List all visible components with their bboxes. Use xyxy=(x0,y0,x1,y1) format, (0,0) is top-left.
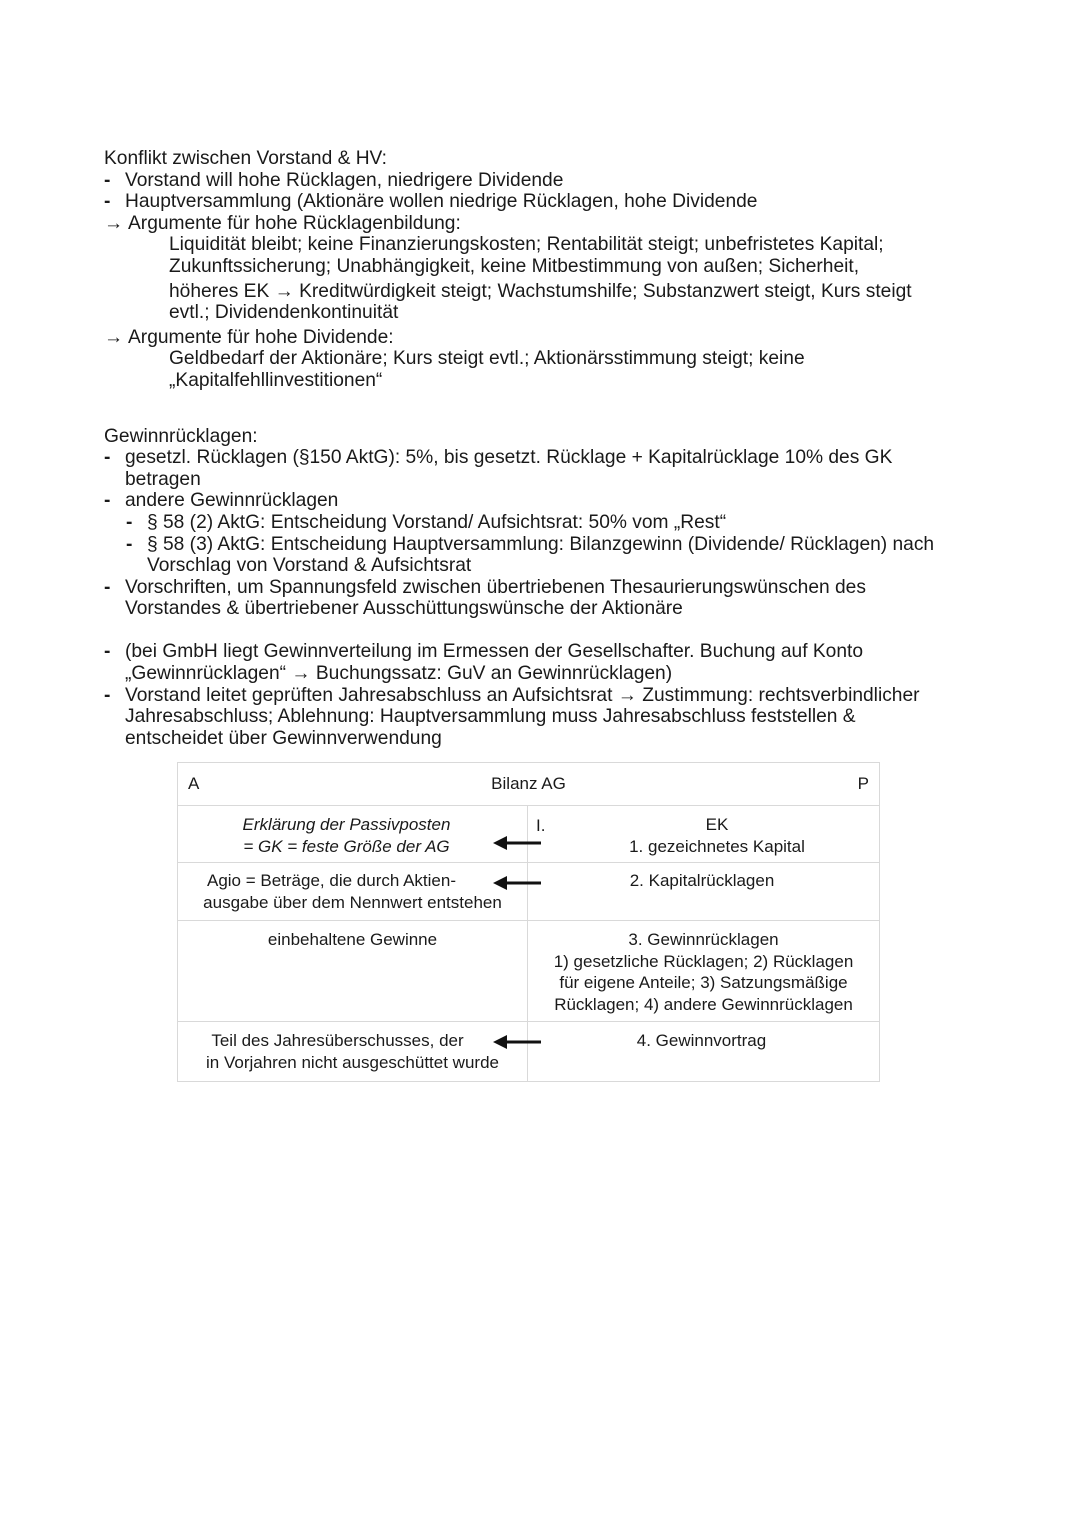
arguments-dividend-line: „Kapitalfehllinvestitionen“ xyxy=(169,369,383,391)
row-divider xyxy=(178,920,879,921)
right-arrow-icon: → xyxy=(104,326,124,348)
row2-right-kapitalruecklagen: 2. Kapitalrücklagen xyxy=(629,871,775,890)
aktiva-label: A xyxy=(188,774,200,793)
row1-right-ek: EK 1. gezeichnetes Kapital xyxy=(629,815,805,856)
bullet-continuation: Jahresabschluss; Ablehnung: Hauptversammlung muss Jahresabschluss feststellen & xyxy=(125,706,856,728)
row3-left-einbehaltene-gewinne: einbehaltene Gewinne xyxy=(267,930,438,949)
bullet-andere-gewinnruecklagen: - andere Gewinnrücklagen xyxy=(104,490,984,512)
notes-page xyxy=(104,148,984,749)
arguments-reserves-line: Liquidität bleibt; keine Finanzierungskosten; Rentabilität steigt; unbefristetes Kapital; xyxy=(169,234,884,256)
arguments-dividend-heading: → Argumente für hohe Dividende: xyxy=(104,326,394,348)
arguments-reserves-line: höheres EK → Kreditwürdigkeit steigt; Wachstumshilfe; Substanzwert steigt, Kurs steigt xyxy=(169,280,912,302)
row-divider xyxy=(178,862,879,863)
bullet-jahresabschluss: - Vorstand leitet geprüften Jahresabschluss an Aufsichtsrat → Zustimmung: rechtsverbindlicher xyxy=(104,685,984,707)
bullet-continuation: entscheidet über Gewinnverwendung xyxy=(125,727,442,749)
left-arrow-icon xyxy=(493,875,543,891)
bullet-continuation: Vorstandes & übertriebener Ausschüttungswünsche der Aktionäre xyxy=(125,598,683,620)
right-arrow-icon: → xyxy=(104,212,124,234)
sub-bullet-58-2: - § 58 (2) AktG: Entscheidung Vorstand/ Aufsichtsrat: 50% vom „Rest“ xyxy=(104,512,984,534)
bullet-continuation: „Gewinnrücklagen“ → Buchungssatz: GuV an Gewinnrücklagen) xyxy=(125,663,673,685)
arguments-reserves-heading: → Argumente für hohe Rücklagenbildung: xyxy=(104,212,461,234)
sub-bullet-continuation: Vorschlag von Vorstand & Aufsichtsrat xyxy=(147,555,472,577)
bullet-hauptversammlung: - Hauptversammlung (Aktionäre wollen niedrige Rücklagen, hohe Dividende xyxy=(104,191,984,213)
arguments-dividend-line: Geldbedarf der Aktionäre; Kurs steigt evtl.; Aktionärsstimmung steigt; keine xyxy=(169,348,805,370)
passiva-label: P xyxy=(857,774,869,793)
row2-left-agio: Agio = Beträge, die durch Aktien- ausgabe über dem Nennwert entstehen xyxy=(203,871,502,912)
bilanz-title: Bilanz AG xyxy=(491,774,566,793)
bullet-vorstand: - Vorstand will hohe Rücklagen, niedrigere Dividende xyxy=(104,170,984,192)
arguments-reserves-line: evtl.; Dividendenkontinuität xyxy=(169,302,399,324)
sub-bullet-58-3: - § 58 (3) AktG: Entscheidung Hauptversammlung: Bilanzgewinn (Dividende/ Rücklagen) nach xyxy=(104,534,984,556)
section-heading-gewinnruecklagen: Gewinnrücklagen: xyxy=(104,425,258,447)
row4-right-gewinnvortrag: 4. Gewinnvortrag xyxy=(636,1031,767,1050)
bilanz-header xyxy=(178,763,879,806)
left-arrow-icon xyxy=(493,1034,543,1050)
bullet-gmbh: - (bei GmbH liegt Gewinnverteilung im Ermessen der Gesellschafter. Buchung auf Konto xyxy=(104,641,984,663)
bullet-vorschriften: - Vorschriften, um Spannungsfeld zwischen übertriebenen Thesaurierungswünschen des xyxy=(104,577,984,599)
bullet-continuation: betragen xyxy=(125,468,201,490)
row1-left-explanation: Erklärung der Passivposten = GK = feste Größe der AG xyxy=(242,815,451,856)
row4-left-jahresueberschuss: Teil des Jahresüberschusses, der in Vorjahren nicht ausgeschüttet wurde xyxy=(206,1031,499,1072)
bilanz-table xyxy=(177,762,880,1082)
roman-numeral: I. xyxy=(536,816,546,835)
row-divider xyxy=(178,1021,879,1022)
row3-right-gewinnruecklagen: 3. Gewinnrücklagen 1) gesetzliche Rücklagen; 2) Rücklagen für eigene Anteile; 3) Satzungsmäßige Rücklagen; 4) andere Gewinnrücklagen xyxy=(553,930,854,1014)
section-heading-konflikt: Konflikt zwischen Vorstand & HV: xyxy=(104,148,387,169)
left-arrow-icon xyxy=(493,835,543,851)
arguments-reserves-line: Zukunftssicherung; Unabhängigkeit, keine Mitbestimmung von außen; Sicherheit, xyxy=(169,255,860,277)
bullet-gesetzliche-ruecklagen: - gesetzl. Rücklagen (§150 AktG): 5%, bis gesetzt. Rücklage + Kapitalrücklage 10% des GK xyxy=(104,447,984,469)
